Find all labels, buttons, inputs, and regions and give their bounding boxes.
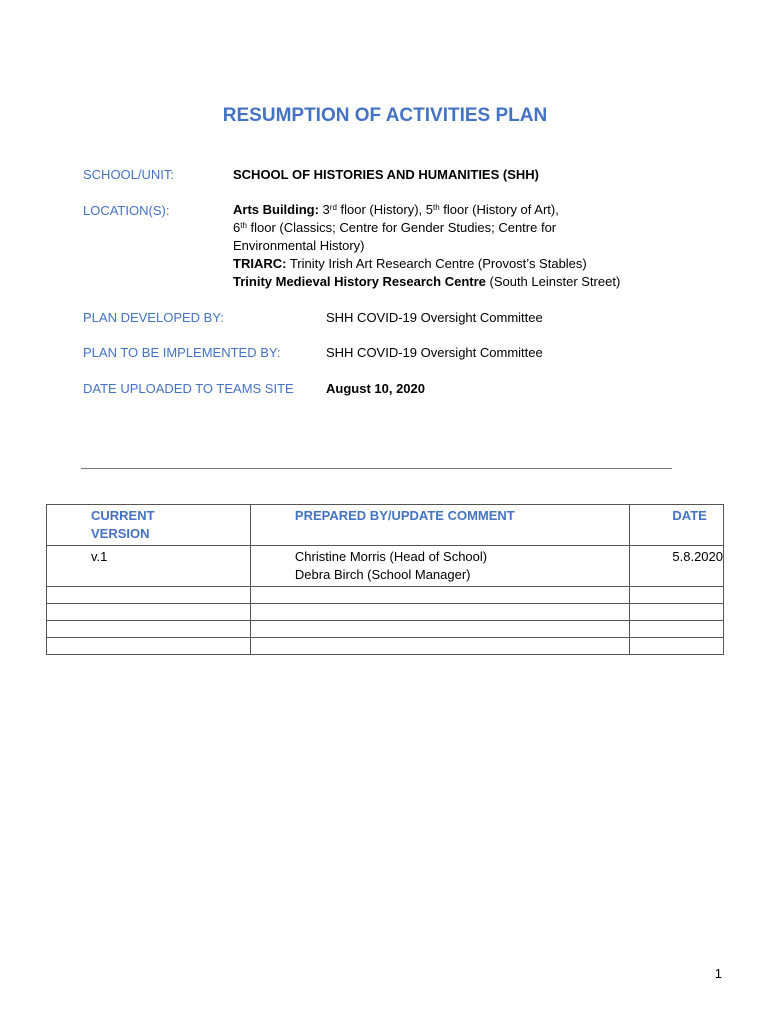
version-table-header bbox=[47, 505, 724, 546]
sixth-floor-number: 6 bbox=[233, 220, 241, 235]
empty-table-row bbox=[47, 587, 724, 604]
header-current: CURRENT bbox=[91, 508, 155, 523]
table-row bbox=[47, 546, 724, 587]
school-unit-label: SCHOOL/UNIT: bbox=[83, 167, 175, 182]
empty-cell bbox=[250, 604, 629, 621]
horizontal-divider bbox=[81, 468, 672, 469]
sixth-floor-text: floor (Classics; Centre for Gender Studies; Centre for bbox=[246, 220, 557, 235]
version-cell: v.1 bbox=[47, 546, 251, 587]
location-line-6th-floor bbox=[233, 219, 556, 237]
arts-building-text-3: floor (History of Art), bbox=[439, 202, 559, 217]
triarc-text: Trinity Irish Art Research Centre (Provost’s Stables) bbox=[286, 256, 587, 271]
superscript-th: th bbox=[432, 203, 440, 212]
empty-cell bbox=[630, 621, 724, 638]
header-date: DATE bbox=[630, 505, 724, 546]
version-table bbox=[46, 504, 724, 655]
date-cell: 5.8.2020 bbox=[630, 546, 724, 587]
empty-cell bbox=[47, 638, 251, 655]
empty-cell bbox=[250, 587, 629, 604]
header-comment: PREPARED BY/UPDATE COMMENT bbox=[250, 505, 629, 546]
location-line-medieval bbox=[233, 273, 620, 291]
plan-implemented-label: PLAN TO BE IMPLEMENTED BY: bbox=[83, 345, 281, 360]
locations-label: LOCATION(S): bbox=[83, 203, 170, 218]
header-version: VERSION bbox=[91, 526, 150, 541]
empty-cell bbox=[47, 587, 251, 604]
medieval-centre-text: (South Leinster Street) bbox=[485, 274, 621, 289]
empty-cell bbox=[630, 604, 724, 621]
plan-developed-value: SHH COVID-19 Oversight Committee bbox=[326, 310, 543, 325]
location-line-triarc bbox=[233, 255, 587, 273]
page-number: 1 bbox=[714, 966, 722, 981]
empty-cell bbox=[630, 638, 724, 655]
empty-cell bbox=[250, 638, 629, 655]
medieval-centre-label: Trinity Medieval History Research Centre bbox=[233, 274, 486, 289]
plan-implemented-value: SHH COVID-19 Oversight Committee bbox=[326, 345, 543, 360]
triarc-label: TRIARC: bbox=[233, 256, 287, 271]
location-line-arts bbox=[233, 201, 559, 219]
school-unit-value: SCHOOL OF HISTORIES AND HUMANITIES (SHH) bbox=[233, 167, 539, 182]
superscript-th-2: th bbox=[240, 221, 247, 230]
document-title: RESUMPTION OF ACTIVITIES PLAN bbox=[222, 105, 548, 126]
empty-table-row bbox=[47, 638, 724, 655]
arts-building-label: Arts Building: bbox=[233, 202, 319, 217]
empty-cell bbox=[250, 621, 629, 638]
date-uploaded-label: DATE UPLOADED TO TEAMS SITE bbox=[83, 381, 294, 396]
date-uploaded-value: August 10, 2020 bbox=[326, 381, 425, 396]
comment-line-2: Debra Birch (School Manager) bbox=[294, 567, 471, 582]
superscript-rd: rd bbox=[329, 203, 337, 212]
empty-table-row bbox=[47, 621, 724, 638]
empty-table-row bbox=[47, 604, 724, 621]
plan-developed-label: PLAN DEVELOPED BY: bbox=[83, 310, 224, 325]
empty-cell bbox=[630, 587, 724, 604]
comment-cell bbox=[250, 546, 629, 587]
empty-cell bbox=[47, 604, 251, 621]
arts-building-text-2: floor (History), 5 bbox=[336, 202, 433, 217]
comment-line-1: Christine Morris (Head of School) bbox=[294, 549, 488, 564]
empty-cell bbox=[47, 621, 251, 638]
location-line-environmental: Environmental History) bbox=[233, 238, 365, 253]
arts-building-text-1: 3 bbox=[318, 202, 330, 217]
header-current-version bbox=[47, 505, 251, 546]
